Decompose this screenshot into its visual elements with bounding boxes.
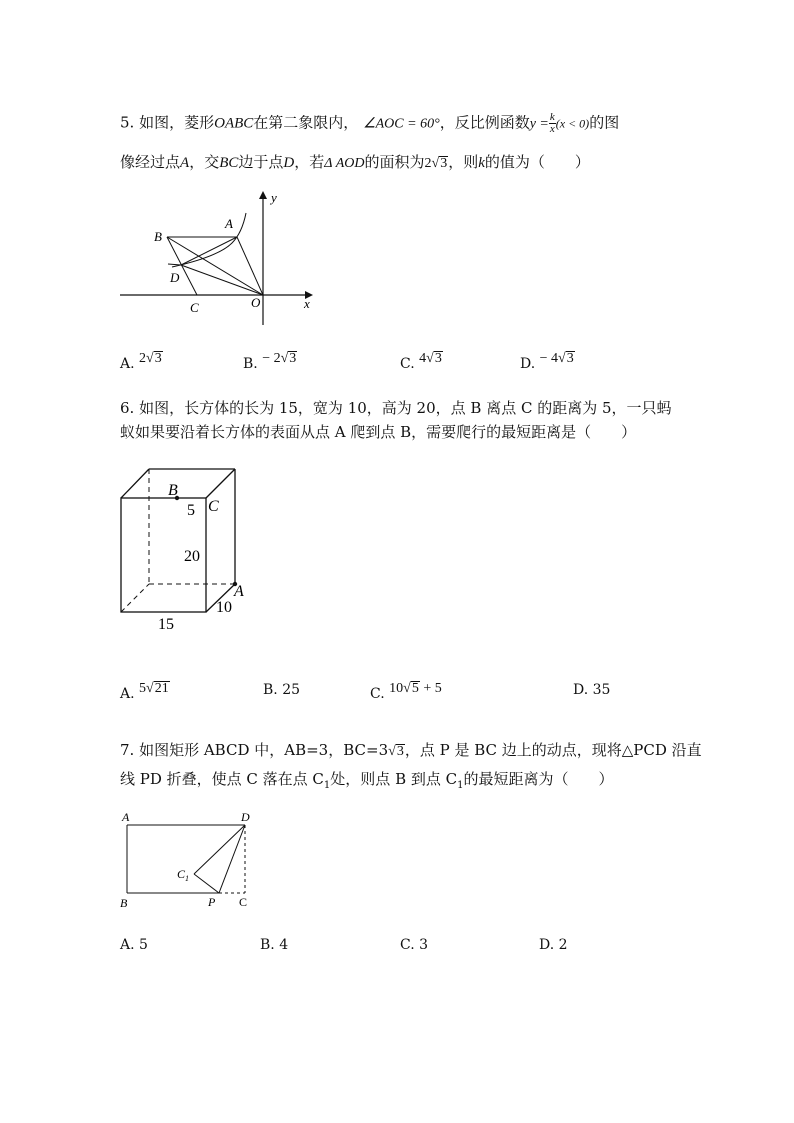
label-B: B xyxy=(154,229,162,244)
cuboid-top-right xyxy=(206,469,235,498)
q7-line1: 7. 如图矩形 ABCD 中，AB=3，BC=3√3，点 P 是 BC 边上的动点，现将△PCD 沿直 xyxy=(120,741,702,759)
q7-option-a[interactable]: A. 5 xyxy=(120,937,148,953)
q5-number: 5. xyxy=(120,113,135,132)
segment-ao xyxy=(237,237,263,295)
q6-option-d[interactable]: D. 35 xyxy=(573,682,611,698)
q5-line1: 5. 如图，菱形OABC在第二象限内， ∠AOC = 60°，反比例函数y = $\frac{k}{x}$ (x < 0)的图 xyxy=(120,111,620,135)
area-value: 2√3 xyxy=(424,156,448,171)
label-A: A xyxy=(225,216,233,231)
q5-option-a[interactable]: A. 2√3 xyxy=(120,351,162,372)
label-15: 15 xyxy=(158,616,174,633)
q6-option-b[interactable]: B. 25 xyxy=(263,682,301,698)
q7-option-d[interactable]: D. 2 xyxy=(539,937,568,953)
label-y: y xyxy=(271,190,277,205)
angle-aoc: ∠AOC = 60° xyxy=(363,116,440,132)
q7-figure xyxy=(115,808,275,912)
hyperbola-curve xyxy=(172,213,246,267)
segment-c1p xyxy=(194,874,219,893)
cuboid-top-left xyxy=(121,469,149,498)
label-D: D xyxy=(241,810,250,824)
label-C: C xyxy=(190,300,199,315)
segment-do xyxy=(181,265,263,295)
label-C: C xyxy=(239,895,248,909)
label-C: C xyxy=(208,498,219,515)
q6-option-c[interactable]: C. 10√5 + 5 xyxy=(370,681,442,702)
label-C1: $C_1$ xyxy=(177,867,190,883)
label-A: A xyxy=(122,810,130,824)
label-B: B xyxy=(120,896,128,910)
segment-ob xyxy=(167,237,263,295)
label-x: x xyxy=(304,296,310,311)
q5-option-c[interactable]: C. 4√3 xyxy=(400,351,442,372)
q5-option-b[interactable]: B. − 2√3 xyxy=(243,351,297,372)
q5-figure xyxy=(110,185,330,325)
q6-option-a[interactable]: A. 5√21 xyxy=(120,681,169,702)
label-D: D xyxy=(170,270,180,285)
label-20: 20 xyxy=(184,548,200,565)
q6-line1: 6. 如图，长方体的长为 15，宽为 10，高为 20，点 B 离点 C 的距离为 5，一只蚂 xyxy=(120,399,672,417)
q6-figure xyxy=(112,465,262,635)
label-A: A xyxy=(234,583,244,600)
label-B: B xyxy=(168,482,178,499)
fraction-k-over-x: $\frac{k}{x}$ xyxy=(549,111,555,135)
q7-option-b[interactable]: B. 4 xyxy=(260,937,289,953)
label-5: 5 xyxy=(187,502,195,519)
label-P: P xyxy=(208,895,216,909)
y-axis-arrow xyxy=(259,191,267,199)
label-O: O xyxy=(251,295,261,310)
label-10: 10 xyxy=(216,599,232,616)
q7-line2: 线 PD 折叠，使点 C 落在点 $C_1$处，则点 B 到点 $C_1$的最短距离为（ ） xyxy=(120,770,614,791)
segment-c1d xyxy=(194,825,245,874)
segment-pd xyxy=(219,825,245,893)
q5-line2: 像经过点A，交BC边于点D，若Δ AOD的面积为2√3，则k的值为（ ） xyxy=(120,153,590,171)
q6-line2: 蚁如果要沿着长方体的表面从点 A 爬到点 B，需要爬行的最短距离是（ ） xyxy=(120,423,637,441)
q5-option-d[interactable]: D. − 4√3 xyxy=(520,351,574,372)
segment-d-left xyxy=(168,264,181,265)
cuboid-hidden-diagonal xyxy=(121,584,149,612)
q7-option-c[interactable]: C. 3 xyxy=(400,937,429,953)
